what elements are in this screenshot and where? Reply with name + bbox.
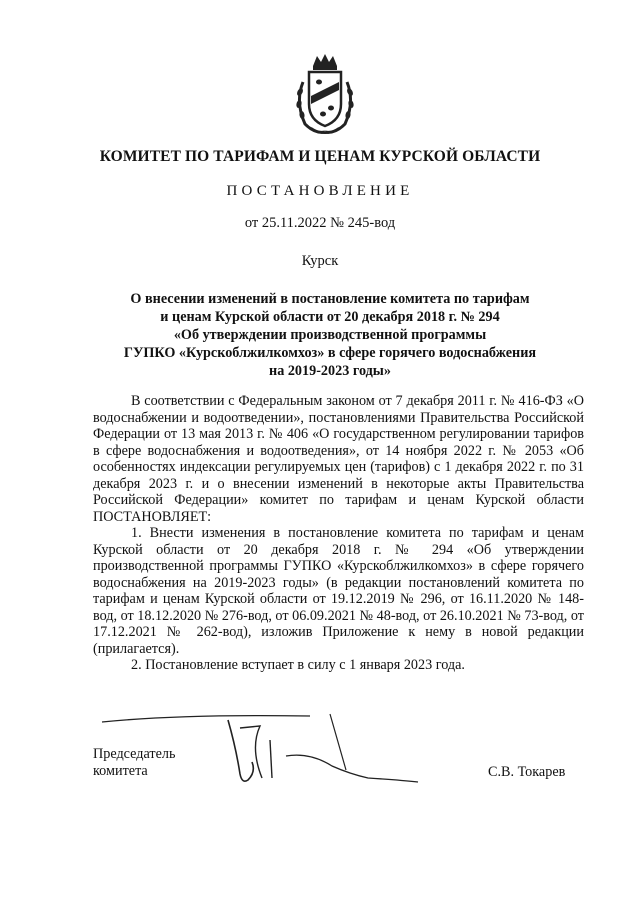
city-name: Курск — [301, 253, 339, 269]
preamble-paragraph: В соответствии с Федеральным законом от 7 декабря 2011 г. № 416-ФЗ «О водоснабжении и водоотведении», постановлениями Правительства Российской Федерации от 13 мая 2013 г. № 406 «О государственном регулировании тарифов в сфере водоснабжения и водоотведения», от 14 ноября 2022 г. № 2053 «Об особенностях индексации регулируемых цен (тарифов) с 1 декабря 2022 г. по 31 декабря 2023 г. и о внесении изменений в некоторые акты Правительства Российской Федерации» комитет по тарифам и ценам Курской области ПОСТАНОВЛЯЕТ: — [93, 393, 584, 525]
subject-line: «Об утверждении производственной программы — [173, 327, 487, 343]
decree-body — [93, 393, 584, 674]
committee-name: КОМИТЕТ ПО ТАРИФАМ И ЦЕНАМ КУРСКОЙ ОБЛАСТИ — [99, 148, 541, 165]
position-line: Председатель — [93, 746, 176, 762]
position-line: комитета — [93, 763, 148, 779]
date-and-number: от 25.11.2022 № 245-вод — [244, 215, 396, 231]
subject-line: О внесении изменений в постановление комитета по тарифам — [130, 291, 530, 307]
item-1-paragraph: 1. Внести изменения в постановление комитета по тарифам и ценам Курской области от 20 декабря 2018 г. № 294 «Об утверждении производственной программы ГУПКО «Курскоблжилкомхоз» в сфере горячего водоснабжения на 2019-2023 годы» (в редакции постановлений комитета по тарифам и ценам Курской области от 19.12.2019 № 296, от 16.11.2020 № 148-вод, от 18.12.2020 № 276-вод, от 06.09.2021 № 48-вод, от 26.10.2021 № 73-вод, от 17.12.2021 № 262-вод), изложив Приложение к нему в новой редакции (прилагается). — [93, 525, 584, 657]
item-2-paragraph: 2. Постановление вступает в силу с 1 января 2023 года. — [131, 657, 465, 673]
decree-subject — [95, 290, 565, 380]
subject-line: на 2019-2023 годы» — [269, 363, 391, 379]
signatory-name: С.В. Токарев — [488, 764, 566, 780]
signatory-position — [93, 746, 175, 780]
coat-of-arms-emblem — [289, 52, 361, 138]
document-type-heading: ПОСТАНОВЛЕНИЕ — [226, 183, 414, 199]
subject-line: ГУПКО «Курскоблжилкомхоз» в сфере горячего водоснабжения — [123, 345, 537, 361]
subject-line: и ценам Курской области от 20 декабря 2018 г. № 294 — [160, 309, 500, 325]
